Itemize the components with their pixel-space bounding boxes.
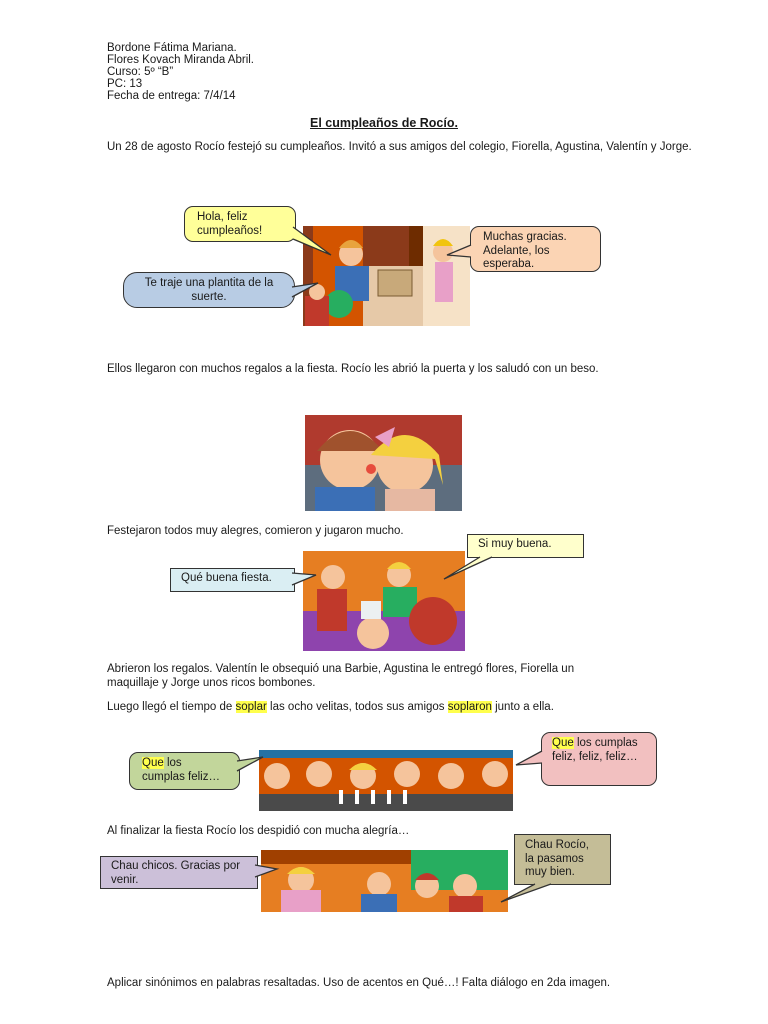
paragraph-2: Ellos llegaron con muchos regalos a la fiesta. Rocío les abrió la puerta y los saludó con un beso. bbox=[107, 363, 599, 375]
highlight-soplar: soplar bbox=[235, 701, 267, 713]
paragraph-1: Un 28 de agosto Rocío festejó su cumpleaños. Invitó a sus amigos del colegio, Fiorella, Agustina, Valentín y Jorge. bbox=[107, 141, 692, 153]
student-name-1: Bordone Fátima Mariana. bbox=[107, 42, 237, 54]
speech-bubble-very-good bbox=[467, 534, 584, 558]
footer-note: Aplicar sinónimos en palabras resaltadas. Uso de acentos en Qué…! Falta diálogo en 2da imagen. bbox=[107, 977, 611, 989]
speech-bubble-bye-kids bbox=[100, 856, 258, 889]
speech-bubble-plant bbox=[123, 272, 295, 308]
illustration-party bbox=[303, 551, 465, 651]
bubble-great-party-text: Qué buena fiesta. bbox=[181, 572, 272, 584]
bubble-thanks-text: Muchas gracias. Adelante, los esperaba. bbox=[483, 231, 567, 270]
p5-part-a: Luego llegó el tiempo de bbox=[107, 701, 236, 713]
bubble-happy-birthday-left-text: los cumplas feliz… bbox=[142, 757, 220, 783]
bubble-happy-birthday-right-text: los cumplas feliz, feliz, feliz… bbox=[552, 737, 638, 763]
bubble-bye-rocio-text: Chau Rocío, la pasamos muy bien. bbox=[525, 839, 589, 878]
bubble-plant-text: Te traje una plantita de la suerte. bbox=[144, 277, 274, 303]
delivery-date: Fecha de entrega: 7/4/14 bbox=[107, 90, 236, 102]
illustration-greeting-kiss bbox=[305, 415, 462, 511]
highlight-soplaron: soplaron bbox=[447, 701, 492, 713]
pc-number: PC: 13 bbox=[107, 78, 143, 90]
speech-bubble-thanks bbox=[470, 226, 601, 272]
bubble-bye-kids-text: Chau chicos. Gracias por venir. bbox=[111, 860, 241, 886]
speech-bubble-bye-rocio bbox=[514, 834, 611, 885]
paragraph-4: Abrieron los regalos. Valentín le obsequió una Barbie, Agustina le entregó flores, Fiorella un maquillaje y Jorge unos ricos bombones. bbox=[107, 663, 575, 689]
speech-bubble-happy-birthday-left bbox=[129, 752, 240, 790]
p5-part-b: las ocho velitas, todos sus amigos bbox=[266, 701, 448, 713]
highlight-que-left: Que bbox=[142, 757, 164, 769]
illustration-birthday-candles bbox=[259, 750, 513, 811]
paragraph-3: Festejaron todos muy alegres, comieron y jugaron mucho. bbox=[107, 525, 404, 537]
paragraph-5 bbox=[107, 700, 687, 714]
bubble-hello-text: Hola, feliz cumpleaños! bbox=[197, 211, 263, 237]
course: Curso: 5º “B” bbox=[107, 66, 174, 78]
student-name-2: Flores Kovach Miranda Abril. bbox=[107, 54, 255, 66]
illustration-farewell bbox=[261, 850, 508, 912]
document-title: El cumpleaños de Rocío. bbox=[310, 116, 458, 130]
highlight-que-right: Que bbox=[552, 737, 574, 749]
speech-bubble-great-party bbox=[170, 568, 295, 592]
speech-bubble-happy-birthday-right bbox=[541, 732, 657, 786]
p5-part-c: junto a ella. bbox=[491, 701, 554, 713]
speech-bubble-hello bbox=[184, 206, 296, 242]
paragraph-6: Al finalizar la fiesta Rocío los despidió con mucha alegría… bbox=[107, 825, 410, 837]
bubble-very-good-text: Si muy buena. bbox=[478, 538, 552, 550]
